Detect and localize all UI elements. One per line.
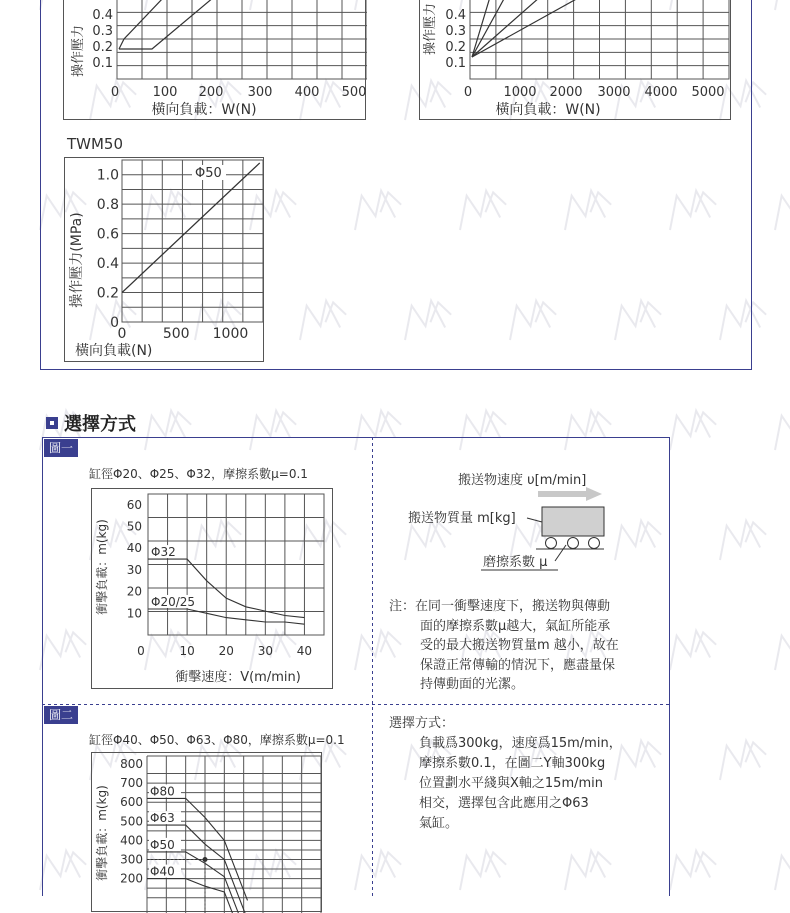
section-title: 選擇方式: [64, 414, 136, 435]
x-axis-label: 橫向負載：W(N): [495, 102, 601, 118]
x-tick-label: 20: [218, 644, 234, 658]
speed-arrow-head: [586, 487, 602, 501]
series-label-phi20-25: Φ20/25: [151, 594, 196, 609]
chart-top-left-svg: [64, 0, 367, 121]
y-tick-label: 1.0: [96, 167, 119, 184]
y-tick-label: 0.4: [96, 256, 119, 273]
watermark-glyph: [240, 404, 300, 452]
x-axis-label: 橫向負載：W(N): [151, 102, 257, 118]
chart-fig2-svg: [92, 753, 323, 913]
watermark-glyph: [765, 624, 790, 672]
mass-label: 搬送物質量 m[kg]: [408, 511, 516, 526]
watermark-glyph: [710, 734, 770, 782]
x-tick-label: 300: [247, 85, 273, 100]
selection-title: 選擇方式：: [389, 716, 455, 731]
watermark-glyph: [450, 844, 510, 892]
series-label-phi63: Φ63: [150, 811, 175, 826]
watermark-glyph: [345, 844, 405, 892]
note-line-1: 注：在同一衝擊速度下，搬送物與傳動: [389, 599, 611, 614]
friction-label: 磨擦系數 μ: [483, 555, 548, 570]
y-tick-label: 30: [126, 562, 142, 577]
watermark-glyph: [710, 514, 770, 562]
fig1-tag: 圖一: [44, 439, 78, 457]
watermark-glyph: [135, 404, 195, 452]
speed-arrow-bar: [538, 491, 588, 497]
speed-label: 搬送物速度 υ[m/min]: [458, 473, 587, 488]
x-tick-label: 1000: [503, 85, 537, 100]
note-line-4: 保證正常傳輸的情況下，應盡量保: [420, 657, 616, 673]
fig2-condition: 缸徑Φ40、Φ50、Φ63、Φ80，摩擦系數μ=0.1: [89, 733, 345, 747]
y-tick-label: 0.2: [445, 40, 466, 55]
cart-wheel-right: [589, 538, 600, 549]
section-marker-icon: [46, 417, 58, 429]
y-axis-label: 操作壓力(MPa): [69, 212, 85, 308]
y-tick-label: 500: [120, 814, 143, 829]
x-tick-label: 4000: [644, 85, 678, 100]
series-line: [472, 0, 540, 57]
y-tick-label: 0.3: [92, 24, 113, 39]
selection-line-4: 相交，選擇包含此應用之Φ63: [419, 796, 589, 811]
y-tick-label: 0.2: [92, 40, 113, 55]
y-tick-label: 0.2: [96, 285, 119, 302]
watermark-glyph: [660, 624, 720, 672]
note-line-3: 受的最大搬送物質量m 越小，故在: [420, 638, 619, 653]
series-label-phi40: Φ40: [150, 864, 175, 879]
x-tick-label: 3000: [597, 85, 631, 100]
x-tick-label: 30: [257, 644, 273, 658]
y-tick-label: 0.4: [92, 8, 113, 23]
selection-line-3: 位置劃水平綫與X軸之15m/min: [419, 776, 604, 791]
series-label-phi80: Φ80: [150, 784, 175, 799]
chart-fig2: [91, 752, 322, 912]
x-tick-label: 0: [110, 85, 120, 100]
watermark-glyph: [660, 404, 720, 452]
x-tick-label: 5000: [691, 85, 725, 100]
watermark-glyph: [660, 844, 720, 892]
chart-top-left: [63, 0, 366, 120]
selection-line-1: 負載爲300kg，速度爲15m/min，: [419, 736, 622, 751]
x-axis-label: 橫向負載(N): [75, 343, 153, 359]
series-label-phi32: Φ32: [151, 545, 176, 560]
friction-leader: [555, 545, 566, 561]
cart-diagram: [380, 462, 680, 582]
watermark-glyph: [30, 844, 90, 892]
x-tick-label: 40: [296, 644, 313, 658]
x-tick-label: 2000: [549, 85, 583, 100]
y-tick-label: 10: [126, 606, 142, 621]
mass-leader: [527, 518, 542, 522]
note-text: [389, 597, 619, 695]
note-line-5: 持傳動面的光潔。: [420, 677, 525, 692]
selection-line-2: 摩擦系數0.1，在圖二Y軸300kg: [419, 756, 606, 771]
series-line-phi50: [122, 163, 260, 293]
x-tick-label: 0: [117, 326, 127, 342]
watermark-glyph: [765, 0, 790, 12]
x-tick-label: 1000: [212, 326, 249, 342]
watermark-glyph: [765, 184, 790, 232]
cart-wheel-left: [546, 538, 557, 549]
x-tick-label: 400: [294, 85, 320, 100]
watermark-glyph: [555, 404, 615, 452]
y-tick-label: 0.8: [96, 197, 119, 214]
x-tick-label: 200: [198, 85, 224, 100]
watermark-glyph: [765, 404, 790, 452]
x-tick-label: 100: [152, 85, 178, 100]
y-tick-label: 0.3: [445, 24, 466, 39]
cart-wheel-mid: [568, 538, 579, 549]
y-tick-label: 200: [120, 871, 143, 886]
section-heading: [46, 410, 136, 436]
watermark-glyph: [765, 844, 790, 892]
selection-line-5: 氣缸。: [419, 816, 459, 831]
series-label: Φ50: [195, 166, 222, 181]
watermark-glyph: [450, 404, 510, 452]
selection-text: [389, 714, 622, 834]
cart-body: [542, 507, 604, 536]
y-tick-label: 400: [120, 833, 143, 848]
y-axis-label: 衝擊負載：m(kg): [95, 785, 109, 881]
x-tick-label: 0: [463, 85, 473, 100]
y-tick-label: 700: [120, 776, 143, 791]
x-axis-label: 衝擊速度：V(m/min): [175, 670, 301, 685]
chart-fig1-svg: [92, 489, 334, 690]
y-axis-label: 操作壓力: [423, 2, 438, 56]
y-tick-label: 0: [110, 315, 119, 331]
x-tick-label: 500: [162, 326, 190, 342]
annotation-point: [203, 857, 208, 862]
y-tick-label: 800: [120, 757, 143, 771]
chart-fig1: [91, 488, 333, 689]
y-tick-label: 300: [120, 852, 143, 867]
fig1-condition: 缸徑Φ20、Φ25、Φ32，摩擦系數μ=0.1: [89, 467, 308, 481]
y-tick-label: 50: [126, 519, 142, 534]
fig2-tag: 圖二: [44, 706, 78, 724]
x-tick-label: 10: [179, 644, 195, 658]
y-tick-label: 40: [126, 541, 142, 556]
plot-area-border: [122, 160, 263, 322]
chart-top-right-svg: [420, 0, 732, 121]
x-tick-label: 500: [341, 85, 367, 100]
watermark-glyph: [345, 404, 405, 452]
watermark-glyph: [30, 624, 90, 672]
x-tick-label: 0: [137, 644, 145, 658]
y-tick-label: 60: [126, 497, 142, 512]
y-tick-label: 0.1: [92, 56, 113, 71]
note-line-2: 面的摩擦系數μ越大，氣缸所能承: [420, 618, 611, 634]
y-axis-label: 操作壓力: [71, 24, 86, 78]
watermark-glyph: [555, 844, 615, 892]
chart-twm50: [64, 157, 264, 362]
series-label-phi50: Φ50: [150, 837, 175, 852]
chart-top-right: [419, 0, 731, 120]
y-axis-label: 衝擊負載：m(kg): [95, 519, 109, 615]
chart-twm50-svg: [65, 158, 265, 363]
y-tick-label: 0.6: [96, 226, 119, 243]
y-tick-label: 0.1: [445, 56, 466, 71]
y-tick-label: 20: [126, 584, 142, 599]
y-tick-label: 0.4: [445, 8, 466, 23]
twm50-title: TWM50: [67, 135, 124, 153]
y-tick-label: 600: [120, 795, 143, 810]
